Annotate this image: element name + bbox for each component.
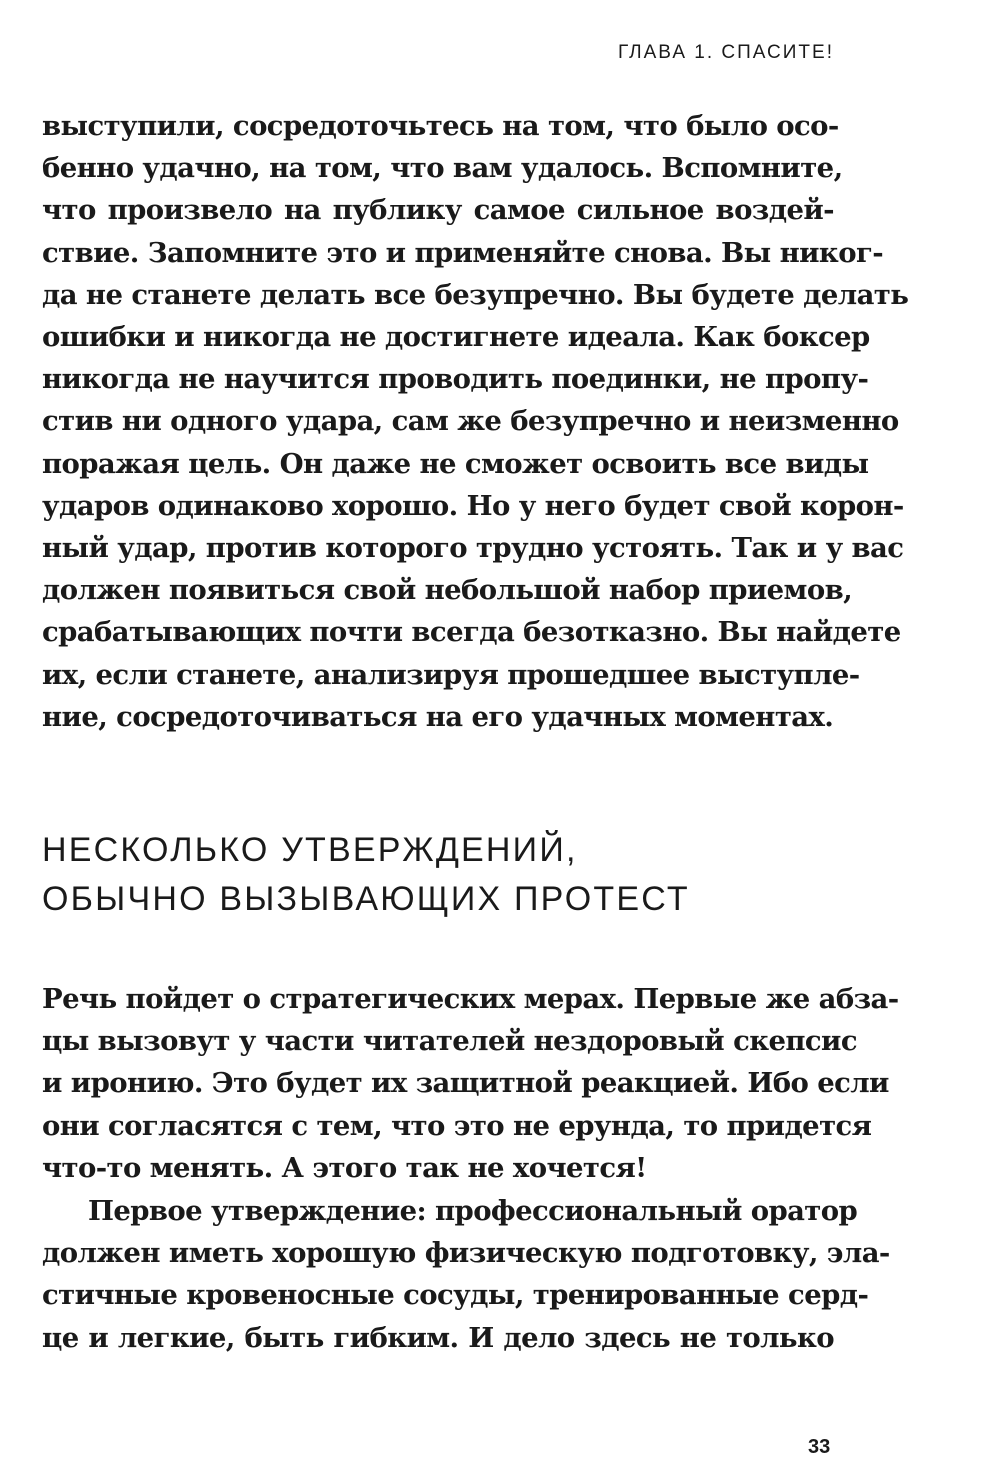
text-line: их, если станете, анализируя прошедшее выступле-: [42, 658, 860, 691]
section-heading-line: НЕСКОЛЬКО УТВЕРЖДЕНИЙ,: [42, 831, 578, 869]
text-line: должен иметь хорошую физическую подготовку, эла-: [42, 1237, 890, 1270]
text-line: никогда не научится проводить поединки, не пропу-: [42, 363, 869, 396]
text-line: что произвело на публику самое сильное воздей-: [42, 194, 834, 227]
text-line: что-то менять. А этого так не хочется!: [42, 1151, 647, 1184]
running-head: ГЛАВА 1. СПАСИТЕ!: [617, 42, 834, 63]
text-line: ный удар, против которого трудно устоять. Так и у вас: [42, 532, 904, 565]
section-heading-line: ОБЫЧНО ВЫЗЫВАЮЩИХ ПРОТЕСТ: [42, 880, 690, 918]
paragraph-2: [42, 978, 899, 1189]
text-line: и иронию. Это будет их защитной реакцией. Ибо если: [42, 1067, 889, 1100]
text-line: ние, сосредоточиваться на его удачных моментах.: [42, 700, 834, 733]
text-line: поражая цель. Он даже не сможет освоить все виды: [42, 447, 869, 480]
text-line: бенно удачно, на том, что вам удалось. Вспомните,: [42, 152, 843, 185]
text-line: выступили, сосредоточьтесь на том, что было осо-: [42, 110, 839, 142]
text-line: ошибки и никогда не достигнете идеала. Как боксер: [42, 321, 870, 354]
text-line: це и легкие, быть гибким. И дело здесь не только: [42, 1321, 834, 1354]
paragraph-3: [42, 1190, 890, 1359]
section-heading: [42, 826, 690, 924]
text-line: цы вызовут у части читателей нездоровый скепсис: [42, 1025, 857, 1058]
text-line: срабатывающих почти всегда безотказно. Вы найдете: [42, 616, 901, 649]
text-line: Речь пойдет о стратегических мерах. Первые же абза-: [42, 983, 899, 1015]
page-number: 33: [808, 1436, 831, 1458]
text-line: да не станете делать все безупречно. Вы будете делать: [42, 278, 909, 311]
text-line: они согласятся с тем, что это не ерунда, то придется: [42, 1109, 872, 1142]
text-line: ударов одинаково хорошо. Но у него будет свой корон-: [42, 489, 904, 522]
text-line: стичные кровеносные сосуды, тренированные серд-: [42, 1279, 869, 1312]
text-line: ствие. Запомните это и применяйте снова. Вы никог-: [42, 236, 884, 269]
text-line: должен появиться свой небольшой набор приемов,: [42, 574, 853, 607]
text-line: Первое утверждение: профессиональный оратор: [88, 1195, 858, 1227]
text-line: стив ни одного удара, сам же безупречно и неизменно: [42, 405, 899, 438]
paragraph-1: [42, 105, 909, 738]
